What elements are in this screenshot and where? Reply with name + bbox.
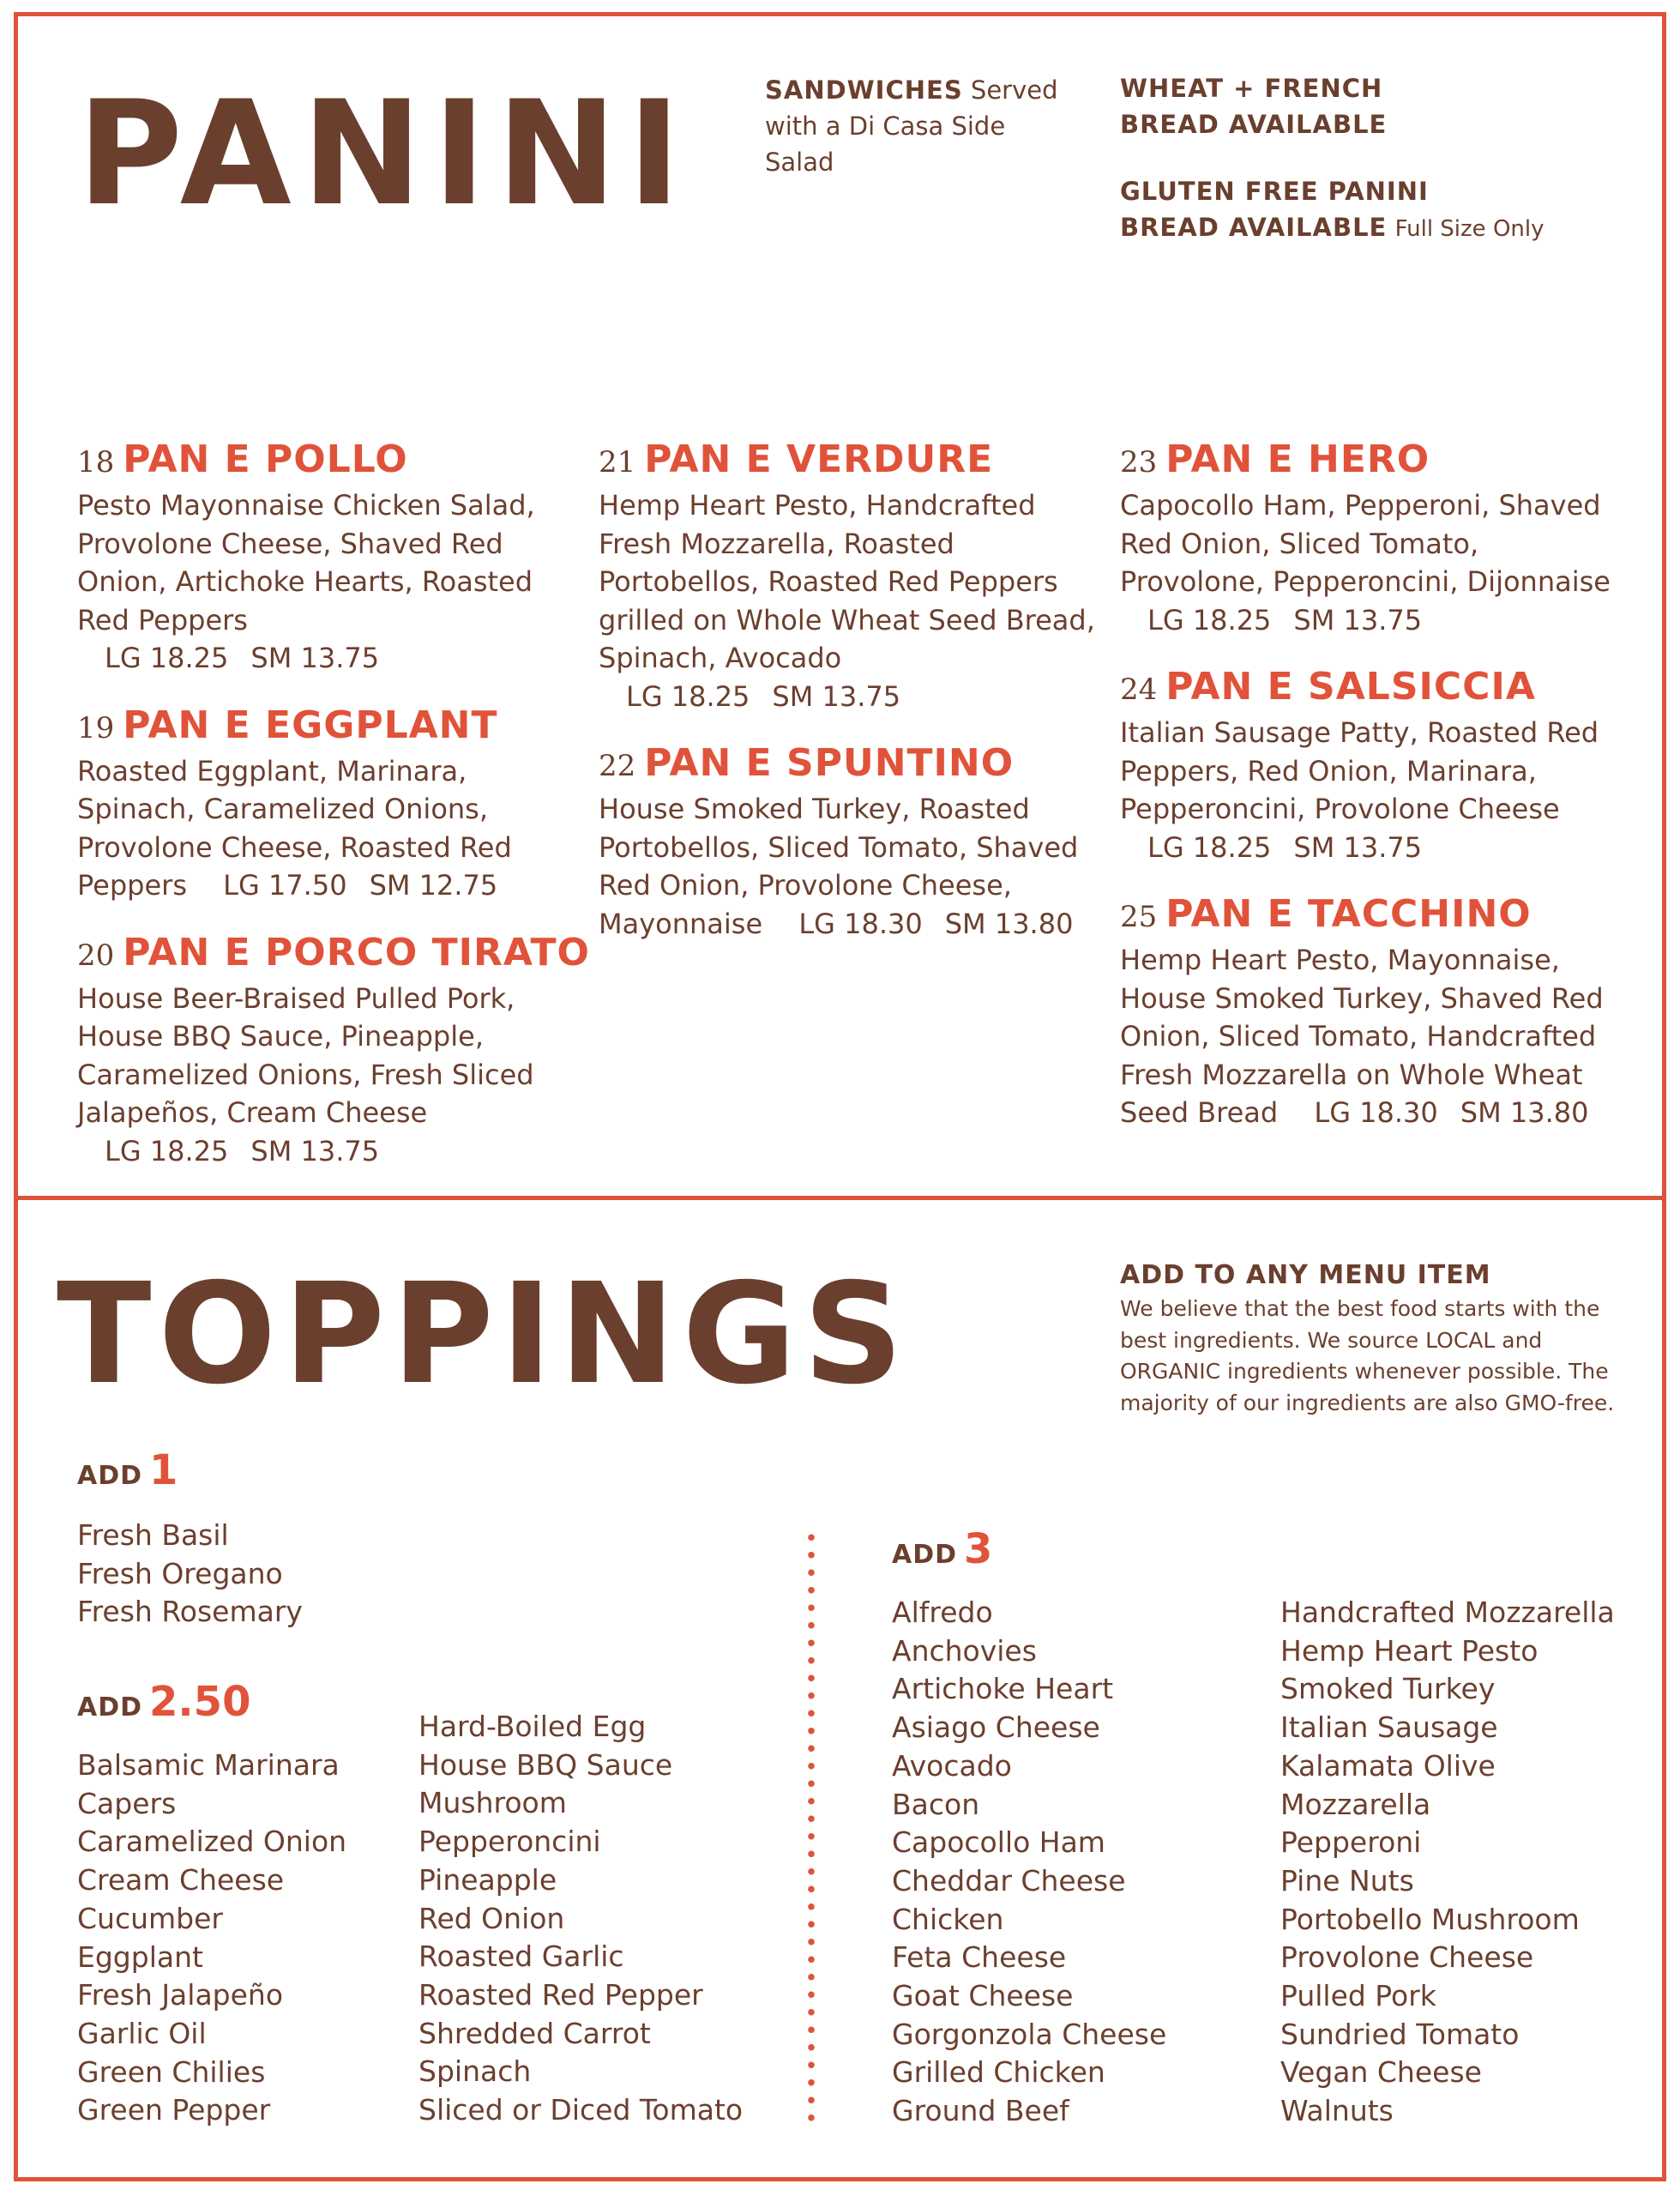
add-label: ADD <box>892 1540 958 1570</box>
dotted-divider <box>808 1529 815 2129</box>
topping-item: Chicken <box>892 1902 1004 1936</box>
bread-note <box>1120 70 1635 142</box>
topping-item: Feta Cheese <box>892 1940 1067 1975</box>
menu-item <box>1120 890 1617 1132</box>
menu-item-heading <box>1120 663 1617 714</box>
menu-item-price <box>1286 1096 1611 1129</box>
topping-item: Provolone Cheese <box>1280 1940 1534 1975</box>
topping-item: Sundried Tomato <box>1280 2017 1520 2051</box>
price-small: SM 13.80 <box>1460 1096 1589 1129</box>
menu-item <box>77 702 575 905</box>
topping-item: Mushroom <box>418 1786 567 1820</box>
topping-item: Pepperoni <box>1280 1825 1422 1860</box>
topping-item: Pineapple <box>418 1862 557 1897</box>
sandwiches-served: Served <box>970 75 1058 105</box>
topping-item: Artichoke Heart <box>892 1672 1114 1706</box>
menu-item-ingredients: Hemp Heart Pesto, Handcrafted Fresh Mozzarella, Roasted Portobellos, Roasted Red Peppers grilled on Whole Wheat Seed Bread, Spinach, Avocado <box>599 489 1095 674</box>
topping-item: Cheddar Cheese <box>892 1863 1126 1897</box>
topping-item: Asiago Cheese <box>892 1710 1100 1745</box>
price-small: SM 13.80 <box>944 907 1074 940</box>
topping-item: Italian Sausage <box>1280 1710 1498 1745</box>
add-label: ADD <box>77 1692 143 1722</box>
menu-item-number: 20 <box>77 938 115 973</box>
price-large: LG 18.25 <box>105 642 229 674</box>
menu-item-name: PAN E EGGPLANT <box>123 703 498 747</box>
topping-item: Smoked Turkey <box>1280 1672 1496 1706</box>
toppings-title: TOPPINGS <box>57 1254 911 1415</box>
sandwiches-note <box>765 72 1074 180</box>
price-small: SM 13.75 <box>250 642 380 674</box>
price-small: SM 12.75 <box>369 869 498 902</box>
price-large: LG 18.30 <box>1314 1096 1438 1129</box>
topping-item: Gorgonzola Cheese <box>892 2017 1167 2051</box>
menu-item-number: 19 <box>77 710 115 745</box>
panini-column-1 <box>77 436 590 1194</box>
menu-item-price <box>77 1135 401 1167</box>
bread-line-2: BREAD AVAILABLE <box>1120 110 1388 139</box>
menu-item-heading <box>77 929 590 980</box>
topping-item: Cucumber <box>77 1901 223 1935</box>
panini-column-2 <box>599 436 1096 967</box>
topping-item: Caramelized Onion <box>77 1825 347 1859</box>
topping-item: Green Pepper <box>77 2093 271 2127</box>
topping-item: Hard-Boiled Egg <box>418 1710 647 1743</box>
topping-item: Anchovies <box>892 1633 1037 1668</box>
menu-item-description <box>77 980 575 1171</box>
price-large: LG 18.25 <box>626 679 750 713</box>
add-to-any-note <box>1120 1258 1635 1419</box>
menu-item-description <box>1120 486 1617 639</box>
menu-item-description <box>1120 941 1617 1132</box>
topping-item: Pepperoncini <box>418 1825 601 1859</box>
topping-item: Mozzarella <box>1280 1787 1431 1821</box>
panini-title: PANINI <box>77 69 691 238</box>
menu-item-ingredients: Italian Sausage Patty, Roasted Red Peppers, Red Onion, Marinara, Pepperoncini, Provolone Cheese <box>1120 716 1599 825</box>
menu-item-description <box>1120 714 1617 866</box>
menu-item-heading <box>1120 890 1617 941</box>
topping-item: Bacon <box>892 1787 980 1821</box>
menu-item-ingredients: House Smoked Turkey, Roasted Portobellos, Sliced Tomato, Shaved Red Onion, Provolone Cheese, Mayonnaise <box>599 793 1079 940</box>
sandwiches-side-salad: with a Di Casa Side Salad <box>765 112 1006 177</box>
menu-item-ingredients: Roasted Eggplant, Marinara, Spinach, Caramelized Onions, Provolone Cheese, Roasted Red Peppers <box>77 754 512 902</box>
menu-item-name: PAN E SALSICCIA <box>1165 665 1536 709</box>
price-small: SM 13.75 <box>1293 830 1423 864</box>
bread-line-1: WHEAT + FRENCH <box>1120 74 1383 103</box>
topping-item: Balsamic Marinara <box>77 1748 340 1782</box>
price-large: LG 18.25 <box>1147 830 1272 864</box>
menu-item-number: 25 <box>1120 900 1158 934</box>
price-small: SM 13.75 <box>250 1134 380 1167</box>
topping-item: Shredded Carrot <box>418 2016 651 2050</box>
price-large: LG 17.50 <box>223 869 347 902</box>
topping-item: Capocollo Ham <box>892 1825 1105 1860</box>
topping-item: Ground Beef <box>892 2094 1069 2128</box>
topping-item: Goat Cheese <box>892 1979 1074 2013</box>
topping-item: Garlic Oil <box>77 2016 207 2050</box>
menu-item-ingredients: Pesto Mayonnaise Chicken Salad, Provolone Cheese, Shaved Red Onion, Artichoke Hearts, Roasted Red Peppers <box>77 489 535 636</box>
menu-item-number: 21 <box>599 445 636 480</box>
add-250-price: 2.50 <box>149 1678 251 1726</box>
menu-item <box>599 739 1096 943</box>
menu-item-description <box>599 486 1096 715</box>
menu-item-heading <box>599 436 1096 486</box>
topping-item: Capers <box>77 1786 177 1820</box>
topping-item: Kalamata Olive <box>1280 1748 1496 1783</box>
menu-item-name: PAN E TACCHINO <box>1165 892 1532 936</box>
menu-item-price <box>1120 831 1444 864</box>
gluten-free-note <box>1120 173 1635 247</box>
topping-item: Fresh Basil <box>77 1518 229 1552</box>
menu-item-description <box>77 486 575 678</box>
menu-item <box>77 436 575 678</box>
price-small: SM 13.75 <box>772 679 901 713</box>
topping-item: Hemp Heart Pesto <box>1280 1633 1538 1668</box>
menu-item <box>1120 436 1617 639</box>
gluten-line-1: GLUTEN FREE PANINI <box>1120 177 1429 206</box>
add-1-heading <box>77 1446 178 1494</box>
add-3-list-col-2 <box>1280 1594 1615 2131</box>
menu-item <box>77 929 590 1171</box>
menu-item <box>1120 663 1617 866</box>
add-1-price: 1 <box>149 1446 178 1494</box>
topping-item: Handcrafted Mozzarella <box>1280 1596 1615 1629</box>
menu-item-number: 23 <box>1120 445 1158 480</box>
menu-item-description <box>77 752 575 905</box>
topping-item: Walnuts <box>1280 2094 1394 2128</box>
topping-item: Fresh Rosemary <box>77 1595 303 1629</box>
panini-column-3 <box>1120 436 1617 1156</box>
gluten-full-size-only: Full Size Only <box>1394 216 1545 242</box>
add-250-list-col-2 <box>418 1708 743 2130</box>
topping-item: Fresh Oregano <box>77 1556 283 1590</box>
menu-item-name: PAN E SPUNTINO <box>644 741 1015 785</box>
topping-item: Grilled Chicken <box>892 2055 1105 2090</box>
add-to-any-title: ADD TO ANY MENU ITEM <box>1120 1260 1491 1290</box>
section-divider <box>14 1196 1666 1200</box>
topping-item: Fresh Jalapeño <box>77 1978 284 2012</box>
menu-item-name: PAN E POLLO <box>123 437 408 481</box>
gluten-line-2: BREAD AVAILABLE <box>1120 213 1388 242</box>
price-small: SM 13.75 <box>1293 603 1423 636</box>
topping-item: Sliced or Diced Tomato <box>418 2093 744 2127</box>
topping-item: House BBQ Sauce <box>418 1747 673 1782</box>
menu-item-number: 18 <box>77 445 115 480</box>
topping-item: Roasted Red Pepper <box>418 1977 703 2012</box>
sandwiches-label: SANDWICHES <box>765 75 963 105</box>
price-large: LG 18.25 <box>1147 603 1272 636</box>
topping-item: Alfredo <box>892 1596 993 1629</box>
menu-item-price <box>771 908 1095 940</box>
add-3-price: 3 <box>964 1525 993 1573</box>
add-1-list <box>77 1517 303 1632</box>
menu-item-ingredients: House Beer-Braised Pulled Pork, House BBQ Sauce, Pineapple, Caramelized Onions, Fresh Sliced Jalapeños, Cream Cheese <box>77 981 534 1129</box>
add-3-heading <box>892 1525 992 1573</box>
topping-item: Roasted Garlic <box>418 1940 624 1974</box>
menu-item-heading <box>77 436 575 486</box>
topping-item: Spinach <box>418 2054 532 2089</box>
menu-item-number: 24 <box>1120 673 1158 707</box>
menu-item-ingredients: Hemp Heart Pesto, Mayonnaise, House Smoked Turkey, Shaved Red Onion, Sliced Tomato, Handcrafted Fresh Mozzarella on Whole Wheat Seed Bread <box>1120 944 1604 1129</box>
price-large: LG 18.30 <box>798 907 923 940</box>
topping-item: Vegan Cheese <box>1280 2055 1482 2090</box>
add-label: ADD <box>77 1461 143 1491</box>
add-250-heading <box>77 1678 250 1726</box>
price-large: LG 18.25 <box>105 1134 229 1167</box>
menu-item-name: PAN E HERO <box>1165 437 1430 481</box>
topping-item: Pine Nuts <box>1280 1863 1414 1897</box>
add-3-list-col-1 <box>892 1594 1166 2131</box>
menu-item-heading <box>1120 436 1617 486</box>
menu-item <box>599 436 1096 715</box>
menu-item-number: 22 <box>599 749 636 783</box>
topping-item: Cream Cheese <box>77 1863 285 1897</box>
menu-item-price <box>599 680 923 713</box>
menu-item-heading <box>599 739 1096 790</box>
menu-item-price <box>1120 604 1444 636</box>
menu-item-ingredients: Capocollo Ham, Pepperoni, Shaved Red Onion, Sliced Tomato, Provolone, Pepperoncini, Dijonnaise <box>1120 489 1611 598</box>
topping-item: Pulled Pork <box>1280 1979 1436 2013</box>
menu-item-price <box>196 869 520 902</box>
topping-item: Portobello Mushroom <box>1280 1902 1580 1936</box>
topping-item: Green Chilies <box>77 2054 266 2089</box>
menu-item-name: PAN E PORCO TIRATO <box>123 930 590 974</box>
menu-item-name: PAN E VERDURE <box>644 437 994 481</box>
menu-item-description <box>599 790 1096 943</box>
topping-item: Eggplant <box>77 1940 203 1974</box>
menu-item-price <box>77 642 401 674</box>
add-to-any-body: We believe that the best food starts with the best ingredients. We source LOCAL and ORGANIC ingredients whenever possible. The majority of our ingredients are also GMO-free. <box>1120 1296 1615 1415</box>
menu-item-heading <box>77 702 575 752</box>
topping-item: Avocado <box>892 1748 1012 1783</box>
add-250-list-col-1 <box>77 1747 346 2130</box>
topping-item: Red Onion <box>418 1901 565 1935</box>
